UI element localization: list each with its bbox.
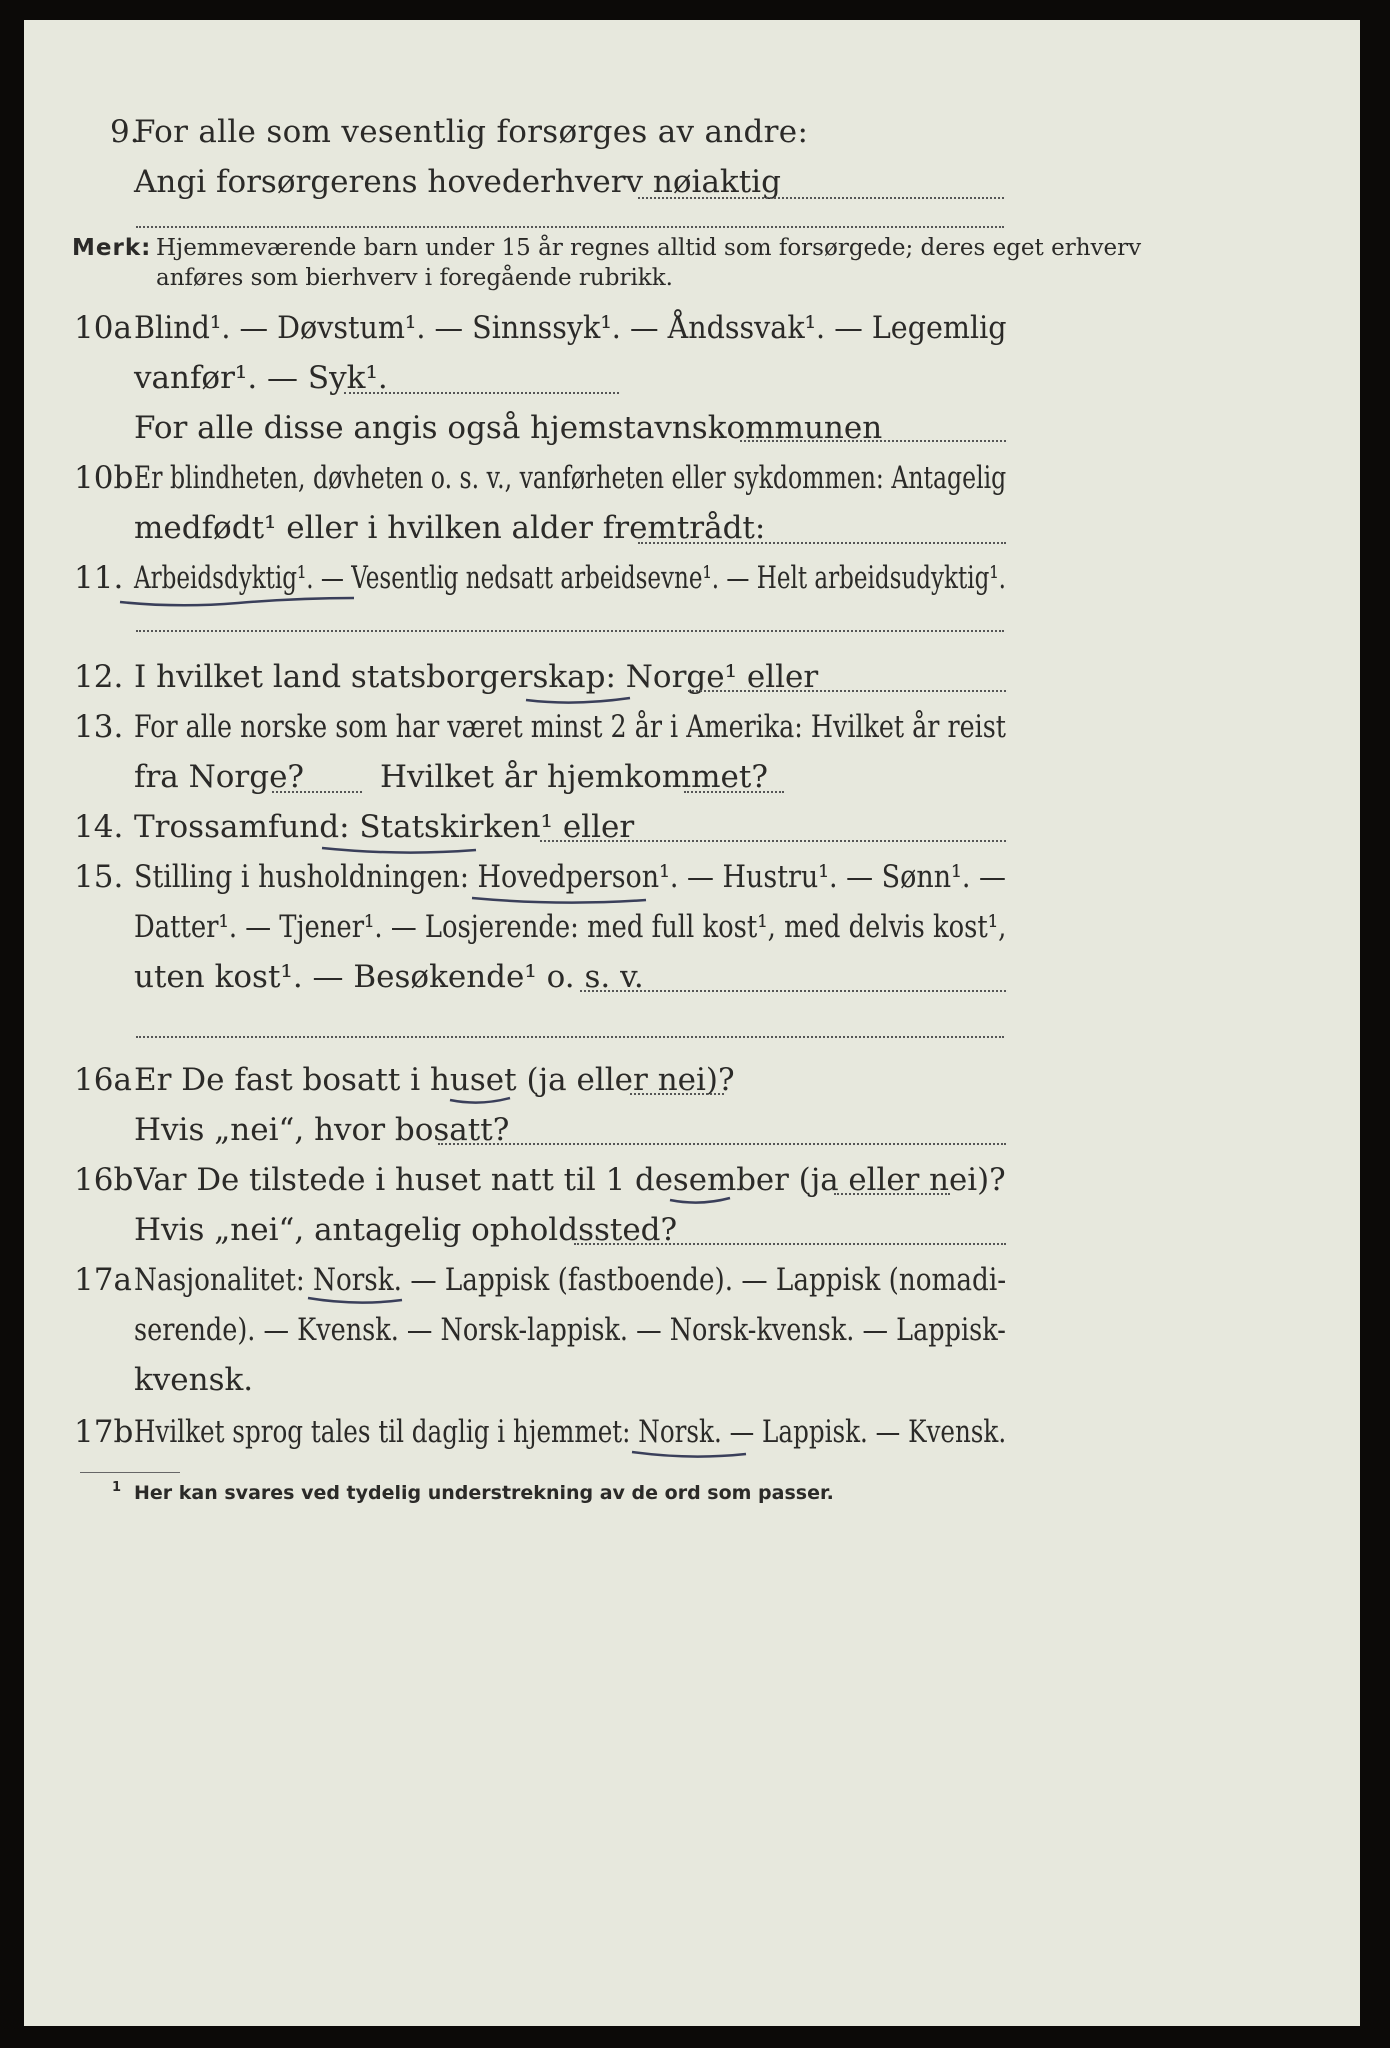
q10b-answer-line <box>638 542 1006 544</box>
q9-answer-line-2 <box>136 226 1004 228</box>
q17b-underline-mark <box>630 1448 750 1462</box>
q16a-underline-mark <box>448 1094 514 1108</box>
q13-hjemkommet-line <box>684 791 784 793</box>
q10b-number: 10b <box>74 460 134 496</box>
q13-line2b: Hvilket år hjemkommet? <box>380 759 768 795</box>
q17a-line1: Nasjonalitet: Norsk. — Lappisk (fastboende). — Lappisk (nomadi- <box>134 1262 1007 1298</box>
q10a-kommune-line <box>740 440 1006 442</box>
footnote-mark: 1 <box>112 1480 122 1495</box>
q17a-line3: kvensk. <box>134 1362 254 1398</box>
q13-reist-line <box>272 791 362 793</box>
merk-label: Merk: <box>72 235 152 261</box>
q16a-line1: Er De fast bosatt i huset (ja eller nei)? <box>134 1062 735 1098</box>
q15-answer-line <box>580 990 1006 992</box>
q14-line1: Trossamfund: Statskirken¹ eller <box>134 809 635 845</box>
q9-line2: Angi forsørgerens hovederhverv nøiaktig <box>134 164 781 200</box>
q10a-answer-line <box>344 392 619 394</box>
q15-line2: Datter¹. — Tjener¹. — Losjerende: med full kost¹, med delvis kost¹, <box>134 909 1007 945</box>
merk-line2: anføres som bierhverv i foregående rubrikk. <box>156 265 673 291</box>
footnote-text: Her kan svares ved tydelig understrekning av de ord som passer. <box>134 1482 834 1504</box>
q17a-number: 17a <box>74 1262 132 1298</box>
q10b-line1: Er blindheten, døvheten o. s. v., vanførheten eller sykdommen: Antagelig <box>134 460 1007 496</box>
q10a-line2: vanfør¹. — Syk¹. <box>134 360 388 396</box>
q14-number: 14. <box>74 809 124 845</box>
q12-answer-line <box>688 690 1006 692</box>
q11-underline-mark <box>118 590 358 610</box>
q10a-line3: For alle disse angis også hjemstavnskommunen <box>134 410 883 446</box>
q17b-line1: Hvilket sprog tales til daglig i hjemmet: Norsk. — Lappisk. — Kvensk. <box>134 1414 1007 1450</box>
q15-number: 15. <box>74 859 124 895</box>
q16b-number: 16b <box>74 1162 134 1198</box>
q11-answer-line <box>136 630 1004 632</box>
q10a-line1: Blind¹. — Døvstum¹. — Sinnssyk¹. — Åndssvak¹. — Legemlig <box>134 310 1007 346</box>
q17a-line2: serende). — Kvensk. — Norsk-lappisk. — Norsk-kvensk. — Lappisk- <box>134 1312 1006 1348</box>
q10b-line2: medfødt¹ eller i hvilken alder fremtrådt: <box>134 510 766 546</box>
q15-underline-mark <box>470 892 650 908</box>
q12-line1: I hvilket land statsborgerskap: Norge¹ eller <box>134 659 819 695</box>
q9-line1: For alle som vesentlig forsørges av andre: <box>134 114 809 150</box>
q9-answer-line <box>638 197 1004 199</box>
q11-number: 11. <box>74 560 124 596</box>
q16a-bosatt-line <box>438 1143 1006 1145</box>
merk-line1: Hjemmeværende barn under 15 år regnes alltid som forsørgede; deres eget erhverv <box>156 235 1142 261</box>
q10a-number: 10a <box>74 310 132 346</box>
q12-number: 12. <box>74 659 124 695</box>
q16a-number: 16a <box>74 1062 132 1098</box>
q11-line1: Arbeidsdyktig¹. — Vesentlig nedsatt arbeidsevne¹. — Helt arbeidsudyktig¹. <box>134 560 1006 596</box>
q17b-number: 17b <box>74 1414 134 1450</box>
q17a-underline-mark <box>306 1294 406 1308</box>
q14-answer-line <box>540 840 1006 842</box>
q14-underline-mark <box>320 842 480 858</box>
q13-line2a: fra Norge? <box>134 759 305 795</box>
q16b-answer-line <box>834 1193 950 1195</box>
q16a-line2: Hvis „nei“, hvor bosatt? <box>134 1112 510 1148</box>
q9-number: 9. <box>110 114 140 150</box>
q15-line1: Stilling i husholdningen: Hovedperson¹. — Hustru¹. — Sønn¹. — <box>134 859 1006 895</box>
q16b-opholdssted-line <box>574 1243 1006 1245</box>
footnote-rule <box>80 1472 180 1473</box>
q12-underline-mark <box>524 692 634 708</box>
q13-number: 13. <box>74 709 124 745</box>
census-form-page <box>24 20 1360 2026</box>
q15-answer-line-2 <box>136 1036 1004 1038</box>
q16b-line2: Hvis „nei“, antagelig opholdssted? <box>134 1212 678 1248</box>
q16a-answer-line <box>630 1093 724 1095</box>
q16b-line1: Var De tilstede i huset natt til 1 desember (ja eller nei)? <box>134 1162 1006 1198</box>
q15-line3: uten kost¹. — Besøkende¹ o. s. v. <box>134 959 644 995</box>
q13-line1: For alle norske som har været minst 2 år i Amerika: Hvilket år reist <box>134 709 1006 745</box>
q16b-underline-mark <box>668 1194 734 1208</box>
